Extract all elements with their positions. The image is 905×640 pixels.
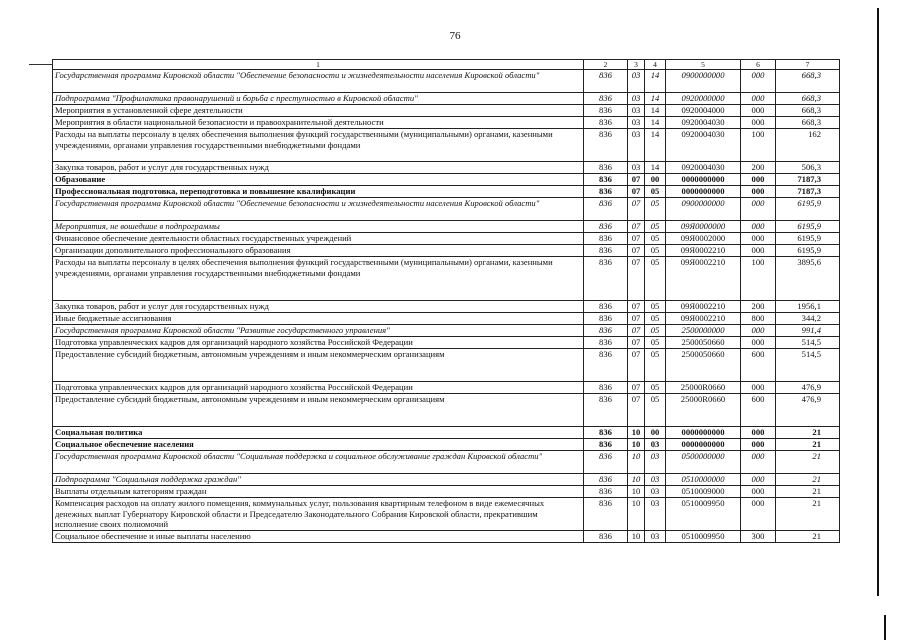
row-subsection-cell: 14 [645,105,666,117]
row-amount-cell: 3895,6 [776,257,840,301]
row-expense-type-cell: 000 [741,427,776,439]
row-subsection-cell: 05 [645,301,666,313]
scan-edge-line-lower [884,615,886,640]
row-name-cell: Подготовка управленческих кадров для организаций народного хозяйства Российской Федерации [53,337,584,349]
row-amount-cell: 6195,9 [776,245,840,257]
row-subsection-cell: 05 [645,382,666,394]
row-expense-type-cell: 000 [741,337,776,349]
scan-edge-line [877,8,879,596]
row-amount-cell: 7187,3 [776,174,840,186]
row-subsection-cell: 05 [645,325,666,337]
row-target-code-cell: 0920004000 [666,105,741,117]
row-expense-type-cell: 000 [741,105,776,117]
row-ministry-code-cell: 836 [584,129,628,162]
row-ministry-code-cell: 836 [584,486,628,498]
row-target-code-cell: 0510009950 [666,498,741,531]
row-section-cell: 07 [628,186,645,198]
row-expense-type-cell: 000 [741,498,776,531]
row-name-cell: Государственная программа Кировской области "Социальная поддержка и социальное обслуживание граждан Кировской области" [53,451,584,474]
row-target-code-cell: 09Я0002210 [666,313,741,325]
row-expense-type-cell: 000 [741,486,776,498]
row-subsection-cell: 05 [645,337,666,349]
row-expense-type-cell: 100 [741,129,776,162]
table-header-row [53,60,840,70]
row-subsection-cell: 05 [645,221,666,233]
row-expense-type-cell: 000 [741,451,776,474]
row-target-code-cell: 0900000000 [666,198,741,221]
row-name-cell: Расходы на выплаты персоналу в целях обеспечения выполнения функций государственными (муниципальными) органами, казенными учреждениями, органами управления государственными внебюджетными фондами [53,257,584,301]
row-section-cell: 10 [628,531,645,543]
header-cell: 6 [741,60,776,70]
row-ministry-code-cell: 836 [584,382,628,394]
row-target-code-cell: 0920004030 [666,162,741,174]
row-target-code-cell: 09Я0002210 [666,257,741,301]
row-subsection-cell: 05 [645,186,666,198]
row-ministry-code-cell: 836 [584,451,628,474]
row-name-cell: Расходы на выплаты персоналу в целях обеспечения выполнения функций государственными (муниципальными) органами, казенными учреждениями, органами управления государственными внебюджетными фондами [53,129,584,162]
row-section-cell: 03 [628,129,645,162]
row-subsection-cell: 14 [645,93,666,105]
row-amount-cell: 21 [776,474,840,486]
row-amount-cell: 506,3 [776,162,840,174]
row-subsection-cell: 05 [645,245,666,257]
row-ministry-code-cell: 836 [584,349,628,382]
row-name-cell: Предоставление субсидий бюджетным, автономным учреждениям и иным некоммерческим организациям [53,349,584,382]
row-name-cell: Государственная программа Кировской области "Развитие государственного управления" [53,325,584,337]
row-ministry-code-cell: 836 [584,531,628,543]
row-amount-cell: 21 [776,439,840,451]
row-target-code-cell: 2500050660 [666,349,741,382]
row-amount-cell: 21 [776,498,840,531]
row-name-cell: Подготовка управленческих кадров для организаций народного хозяйства Российской Федерации [53,382,584,394]
row-section-cell: 07 [628,394,645,427]
row-target-code-cell: 2500000000 [666,325,741,337]
row-target-code-cell: 0510009950 [666,531,741,543]
row-name-cell: Предоставление субсидий бюджетным, автономным учреждениям и иным некоммерческим организациям [53,394,584,427]
row-expense-type-cell: 100 [741,257,776,301]
table-row [53,451,840,474]
row-target-code-cell: 25000R0660 [666,394,741,427]
table-row [53,486,840,498]
row-name-cell: Закупка товаров, работ и услуг для государственных нужд [53,301,584,313]
table-row [53,198,840,221]
row-amount-cell: 991,4 [776,325,840,337]
row-name-cell: Финансовое обеспечение деятельности областных государственных учреждений [53,233,584,245]
row-name-cell: Социальное обеспечение населения [53,439,584,451]
table-row [53,474,840,486]
row-target-code-cell: 0920004030 [666,117,741,129]
row-amount-cell: 7187,3 [776,186,840,198]
row-expense-type-cell: 600 [741,394,776,427]
row-ministry-code-cell: 836 [584,198,628,221]
row-name-cell: Подпрограмма "Социальная поддержка граждан" [53,474,584,486]
row-name-cell: Компенсация расходов на оплату жилого помещения, коммунальных услуг, пользования квартирным телефоном в виде ежемесячных денежных выплат Губернатору Кировской области и Председателю Законодательного Собрания Кировской области, прекратившим исполнение своих полномочий [53,498,584,531]
row-expense-type-cell: 000 [741,221,776,233]
row-subsection-cell: 05 [645,198,666,221]
row-section-cell: 10 [628,451,645,474]
table-row [53,117,840,129]
row-amount-cell: 21 [776,427,840,439]
row-expense-type-cell: 000 [741,325,776,337]
row-subsection-cell: 03 [645,451,666,474]
row-amount-cell: 668,3 [776,105,840,117]
row-ministry-code-cell: 836 [584,245,628,257]
row-target-code-cell: 09Я0002210 [666,245,741,257]
row-expense-type-cell: 000 [741,186,776,198]
table-row [53,257,840,301]
table-row [53,245,840,257]
row-amount-cell: 21 [776,486,840,498]
row-target-code-cell: 0510000000 [666,474,741,486]
row-name-cell: Образование [53,174,584,186]
row-subsection-cell: 14 [645,129,666,162]
row-target-code-cell: 0000000000 [666,439,741,451]
row-expense-type-cell: 600 [741,349,776,382]
row-name-cell: Социальное обеспечение и иные выплаты населению [53,531,584,543]
table-row [53,349,840,382]
row-name-cell: Мероприятия в установленной сфере деятельности [53,105,584,117]
table-row [53,174,840,186]
row-amount-cell: 162 [776,129,840,162]
row-expense-type-cell: 000 [741,245,776,257]
row-target-code-cell: 0900000000 [666,70,741,93]
table-row [53,337,840,349]
table-row [53,70,840,93]
row-expense-type-cell: 000 [741,474,776,486]
row-ministry-code-cell: 836 [584,337,628,349]
row-name-cell: Социальная политика [53,427,584,439]
row-ministry-code-cell: 836 [584,498,628,531]
row-target-code-cell: 09Я0002000 [666,233,741,245]
header-cell: 7 [776,60,840,70]
table-row [53,498,840,531]
row-subsection-cell: 14 [645,70,666,93]
table-row [53,129,840,162]
row-target-code-cell: 25000R0660 [666,382,741,394]
header-cell: 3 [628,60,645,70]
row-expense-type-cell: 000 [741,70,776,93]
row-section-cell: 07 [628,313,645,325]
row-target-code-cell: 0000000000 [666,174,741,186]
row-section-cell: 03 [628,162,645,174]
row-section-cell: 07 [628,245,645,257]
row-amount-cell: 6195,9 [776,233,840,245]
row-section-cell: 10 [628,486,645,498]
row-amount-cell: 344,2 [776,313,840,325]
row-ministry-code-cell: 836 [584,325,628,337]
table-row [53,221,840,233]
row-ministry-code-cell: 836 [584,117,628,129]
row-section-cell: 10 [628,498,645,531]
row-ministry-code-cell: 836 [584,221,628,233]
row-expense-type-cell: 000 [741,174,776,186]
header-cell: 5 [666,60,741,70]
row-target-code-cell: 0000000000 [666,427,741,439]
row-section-cell: 07 [628,257,645,301]
row-section-cell: 07 [628,221,645,233]
table-row [53,93,840,105]
row-name-cell: Мероприятия, не вошедшие в подпрограммы [53,221,584,233]
row-section-cell: 10 [628,427,645,439]
row-name-cell: Организации дополнительного профессионального образования [53,245,584,257]
row-ministry-code-cell: 836 [584,394,628,427]
row-subsection-cell: 00 [645,174,666,186]
table-row [53,427,840,439]
row-subsection-cell: 00 [645,427,666,439]
row-name-cell: Подпрограмма "Профилактика правонарушений и борьба с преступностью в Кировской области" [53,93,584,105]
row-subsection-cell: 05 [645,349,666,382]
row-ministry-code-cell: 836 [584,257,628,301]
table-row [53,162,840,174]
table-row [53,394,840,427]
row-name-cell: Выплаты отдельным категориям граждан [53,486,584,498]
table-row [53,531,840,543]
row-ministry-code-cell: 836 [584,70,628,93]
table-row [53,301,840,313]
row-subsection-cell: 14 [645,162,666,174]
row-ministry-code-cell: 836 [584,174,628,186]
row-ministry-code-cell: 836 [584,474,628,486]
row-ministry-code-cell: 836 [584,427,628,439]
table-row [53,439,840,451]
row-expense-type-cell: 200 [741,162,776,174]
row-amount-cell: 668,3 [776,117,840,129]
row-expense-type-cell: 800 [741,313,776,325]
row-name-cell: Закупка товаров, работ и услуг для государственных нужд [53,162,584,174]
row-section-cell: 03 [628,105,645,117]
row-amount-cell: 514,5 [776,349,840,382]
row-name-cell: Государственная программа Кировской области "Обеспечение безопасности и жизнедеятельности населения Кировской области" [53,198,584,221]
row-name-cell: Профессиональная подготовка, переподготовка и повышение квалификации [53,186,584,198]
table-row [53,313,840,325]
row-section-cell: 03 [628,70,645,93]
row-ministry-code-cell: 836 [584,439,628,451]
row-target-code-cell: 0500000000 [666,451,741,474]
row-subsection-cell: 03 [645,474,666,486]
row-expense-type-cell: 000 [741,198,776,221]
row-ministry-code-cell: 836 [584,162,628,174]
row-amount-cell: 668,3 [776,93,840,105]
row-target-code-cell: 0510009000 [666,486,741,498]
row-amount-cell: 6195,9 [776,221,840,233]
row-section-cell: 03 [628,93,645,105]
row-subsection-cell: 03 [645,498,666,531]
row-section-cell: 07 [628,301,645,313]
row-section-cell: 07 [628,349,645,382]
row-section-cell: 10 [628,439,645,451]
header-cell: 1 [53,60,584,70]
row-target-code-cell: 09Я0002210 [666,301,741,313]
row-expense-type-cell: 000 [741,233,776,245]
row-target-code-cell: 0920004030 [666,129,741,162]
row-target-code-cell: 09Я0000000 [666,221,741,233]
header-cell: 4 [645,60,666,70]
row-section-cell: 07 [628,337,645,349]
row-section-cell: 03 [628,117,645,129]
row-name-cell: Иные бюджетные ассигнования [53,313,584,325]
page-number: 76 [449,30,461,42]
row-subsection-cell: 05 [645,313,666,325]
row-amount-cell: 21 [776,531,840,543]
row-expense-type-cell: 300 [741,531,776,543]
table-row [53,233,840,245]
row-amount-cell: 21 [776,451,840,474]
row-ministry-code-cell: 836 [584,313,628,325]
row-target-code-cell: 2500050660 [666,337,741,349]
row-subsection-cell: 05 [645,233,666,245]
row-amount-cell: 1956,1 [776,301,840,313]
row-ministry-code-cell: 836 [584,105,628,117]
table-row [53,105,840,117]
row-section-cell: 10 [628,474,645,486]
row-ministry-code-cell: 836 [584,186,628,198]
row-amount-cell: 476,9 [776,394,840,427]
row-subsection-cell: 05 [645,257,666,301]
row-amount-cell: 6195,9 [776,198,840,221]
row-amount-cell: 668,3 [776,70,840,93]
row-target-code-cell: 0920000000 [666,93,741,105]
row-section-cell: 07 [628,325,645,337]
table-row [53,382,840,394]
row-expense-type-cell: 000 [741,93,776,105]
row-subsection-cell: 14 [645,117,666,129]
row-ministry-code-cell: 836 [584,233,628,245]
row-ministry-code-cell: 836 [584,93,628,105]
row-ministry-code-cell: 836 [584,301,628,313]
row-expense-type-cell: 000 [741,117,776,129]
row-expense-type-cell: 000 [741,382,776,394]
row-target-code-cell: 0000000000 [666,186,741,198]
row-section-cell: 07 [628,233,645,245]
row-subsection-cell: 03 [645,439,666,451]
row-amount-cell: 514,5 [776,337,840,349]
budget-table [52,59,840,543]
table-row [53,325,840,337]
row-expense-type-cell: 200 [741,301,776,313]
row-subsection-cell: 05 [645,394,666,427]
margin-mark [29,64,52,65]
row-name-cell: Государственная программа Кировской области "Обеспечение безопасности и жизнедеятельности населения Кировской области" [53,70,584,93]
row-section-cell: 07 [628,382,645,394]
row-subsection-cell: 03 [645,531,666,543]
row-amount-cell: 476,9 [776,382,840,394]
row-expense-type-cell: 000 [741,439,776,451]
row-section-cell: 07 [628,174,645,186]
row-section-cell: 07 [628,198,645,221]
row-name-cell: Мероприятия в области национальной безопасности и правоохранительной деятельности [53,117,584,129]
table-row [53,186,840,198]
row-subsection-cell: 03 [645,486,666,498]
header-cell: 2 [584,60,628,70]
